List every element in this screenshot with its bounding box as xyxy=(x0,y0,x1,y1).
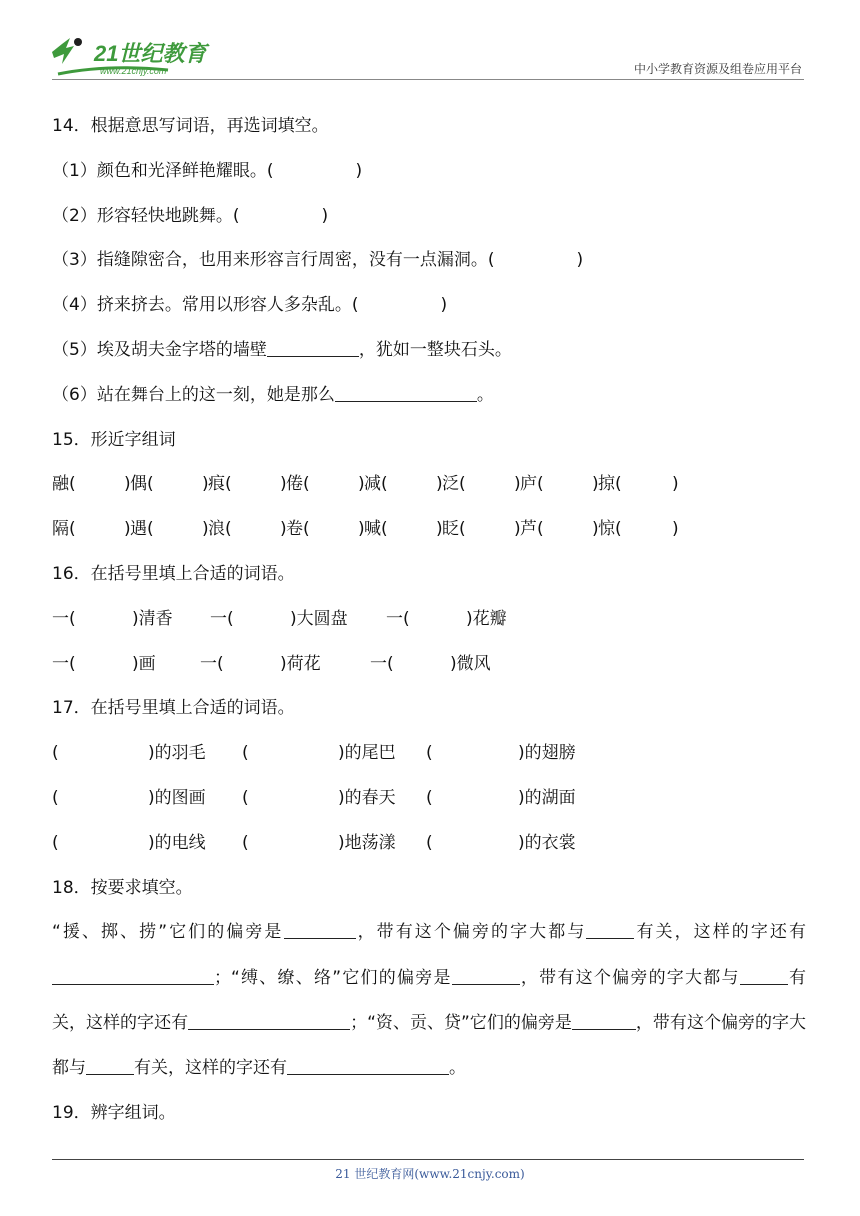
answer-blank[interactable] xyxy=(572,1028,636,1030)
answer-blank[interactable] xyxy=(188,1028,350,1030)
answer-blank[interactable] xyxy=(335,400,477,402)
q14-item-2: （2）形容轻快地跳舞。( ) xyxy=(52,205,329,226)
question-19-title: 19．辨字组词。 xyxy=(52,1103,176,1124)
q14-item-4: （4）挤来挤去。常用以形容人多杂乱。( ) xyxy=(52,295,448,316)
q17-row-3: ( )的电线 ( )地荡漾 ( )的衣裳 xyxy=(52,832,576,853)
platform-name: 中小学教育资源及组卷应用平台 xyxy=(633,62,802,76)
q15-row-2: 隔( ) 遇( ) 浪( ) 卷( ) 喊( ) 眨( ) 芦( ) 惊( ) xyxy=(52,519,679,540)
answer-blank[interactable] xyxy=(267,355,359,357)
answer-blank[interactable] xyxy=(586,937,634,939)
answer-blank[interactable] xyxy=(284,937,356,939)
logo-text: 21世纪教育 xyxy=(94,41,207,66)
q17-row-2: ( )的图画 ( )的春天 ( )的湖面 xyxy=(52,787,576,808)
q14-item-3: （3）指缝隙密合，也用来形容言行周密，没有一点漏洞。( ) xyxy=(52,250,584,271)
answer-blank[interactable] xyxy=(452,983,520,985)
question-16-title: 16．在括号里填上合适的词语。 xyxy=(52,563,295,584)
page-header xyxy=(0,0,860,82)
question-15-title: 15．形近字组词 xyxy=(52,429,176,450)
q16-row-1: 一( )清香 一( )大圆盘 一( )花瓣 xyxy=(52,608,507,629)
answer-blank[interactable] xyxy=(287,1073,449,1075)
q16-row-2: 一( )画 一( )荷花 一( )微风 xyxy=(52,653,491,674)
q15-row-1: 融( ) 偶( ) 痕( ) 倦( ) 减( ) 泛( ) 庐( ) 掠( ) xyxy=(52,474,679,495)
q14-item-6: （6）站在舞台上的这一刻，她是那么 。 xyxy=(52,384,494,405)
question-14-title: 14．根据意思写词语，再选词填空。 xyxy=(52,116,329,136)
footer-divider xyxy=(52,1159,804,1160)
answer-blank[interactable] xyxy=(52,983,214,985)
answer-blank[interactable] xyxy=(740,983,788,985)
footer-text: 21 世纪教育网(www.21cnjy.com) xyxy=(335,1167,525,1181)
q14-item-1: （1）颜色和光泽鲜艳耀眼。( ) xyxy=(52,160,363,181)
question-content xyxy=(52,104,806,1136)
header-divider xyxy=(52,79,804,80)
logo-url: www.21cnjy.com xyxy=(100,66,167,76)
q14-item-5: （5）埃及胡夫金字塔的墙壁 ，犹如一整块石头。 xyxy=(52,339,512,360)
logo-21cnjy xyxy=(48,34,223,78)
answer-blank[interactable] xyxy=(86,1073,134,1075)
question-18-title: 18．按要求填空。 xyxy=(52,877,193,898)
q17-row-1: ( )的羽毛 ( )的尾巴 ( )的翅膀 xyxy=(52,743,576,764)
q18-paragraph: “援、掷、捞”它们的偏旁是 ，带有这个偏旁的字大都与 有关，这样的字还有；“缚、缭、络”它们的偏旁是 ，带有这个偏旁的字大都与 有关，这样的字还有 ；“资、贡、贷”它们的偏旁是 ，带有这个偏旁的字大都与 有关，这样的字还有 。 xyxy=(52,922,807,1078)
question-17-title: 17．在括号里填上合适的词语。 xyxy=(52,698,295,719)
